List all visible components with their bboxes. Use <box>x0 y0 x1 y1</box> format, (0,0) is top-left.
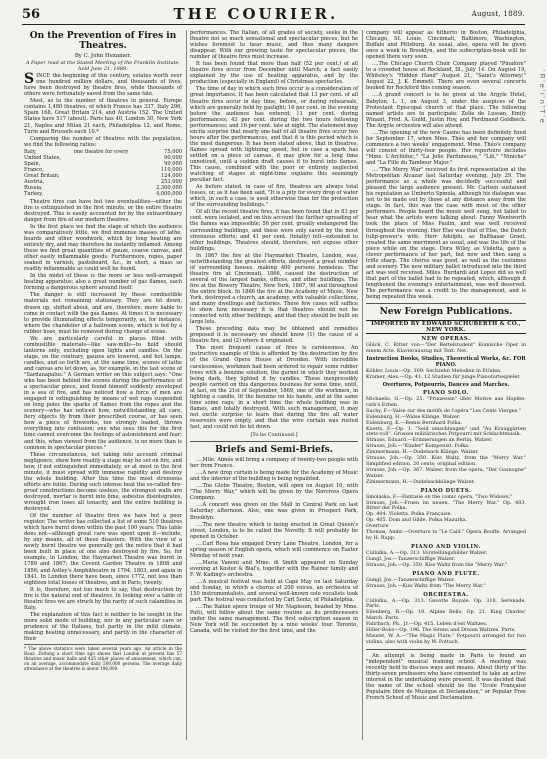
stats-value: 253,000 <box>160 178 182 185</box>
brief-item: ....A musical festival was held at Cape May on last Saturday and Sunday, in which a chorus of 200 voices, an orchestra of 150 instrumentalists, and several well-known solo vocalists took part. The festival was conducted by Carl Sentz, of Philadelphia. <box>190 578 358 604</box>
article-author: By C. John Hexamer. <box>74 53 132 59</box>
brief-item: ....Carl Rosa has engaged Drury Lane Theatre, London, for a spring season of English opera, which will commence on Easter Monday of next year. <box>190 540 358 559</box>
stats-value: 75,000 <box>164 148 182 155</box>
issue-date: August, 1889. <box>471 10 525 18</box>
listing-entry: Op. 404. Violetta. Polka Française. <box>366 511 453 518</box>
listing-entry: Köhler, Louis—Op. 309. Sechzehn Melodien in Etüden. <box>366 368 502 375</box>
listing-entry: Fahrbach, Ph., Jr.—Op. 415. Leben d'est Waltzes. <box>366 621 488 628</box>
paragraph: We are particularly careful in places filled with combustible materials—like saw-mills—to hold should lanterns only, excluding open lights and candles. On the stage, on the contrary, gauzes are lowered, and hot lamps, candles, and so forth are, at the same time, scenes of lathe and canvas are let down, as, for example, in the last scene of "Sardanapalus." A German writer on this subject says: "One who has been behind the scenes during the performance of a spectacular piece, and found himself suddenly enveloped in a sea of fire, and has noticed how a force of men are engaged in extinguishing by means of wet rags suspended on long poles the sparks of flames from the ropes and the scenery—who has noticed how, notwithstanding all care, fiery objects fly from their prescribed course, or has seen how a piece of fireworks, too strongly loaded, throws everything into confusion; one who sees this for the first time cannot overcome the feelings of astonishment and fear; and this, when viewed from the audience, is no more than is common in spectacular pieces." <box>24 335 182 451</box>
stats-value: 90,000 <box>164 154 182 161</box>
listing-entry: Cullulka, A.—Op. 313. Vorstellungsbilder Walzer. <box>366 549 488 556</box>
paragraph: ...."The Merry War" received its first representation at the Metropolitan Alcazar last Saturday evening, July 29. The performance as a whole was decidedly successful and pleased the large audience present. Mr. Carlsen sustained his reputation as Umberto Spinola, although his dialogue was not to be made out by those at any distance away from the stage. In fact, this was the case with most of the other performers. People heard the music well sung, but failed to hear what the artists were talking about. Fanny Wentworth took the place of Miss Paulin, and was well received throughout the evening. Her Else was that of Else, the Dutch tulip-grower's wife. Herr Adolphi, as Balthasar Groot, created the same merriment as usual, and was the life of the piece while on the stage. Dora Wiley, as Violetta, gave a clever performance of her part, but now and then sang a trifle sharp. The chorus was good, as well as the costumes and scenery. The new military ballet introduced into the third act was well received. Miles. Burdardi and Lopez did so well that part of the ballet had to be repeated, which, although it lengthened the evening's entertainment, was well deserved. The performance was a credit to the management, and is being repeated this week. <box>366 167 526 301</box>
masthead-title: THE COURIER. <box>173 5 339 23</box>
column-1 <box>24 30 182 671</box>
section-title: Briefs and Semi-Briefs. <box>215 445 333 456</box>
stats-country: Turkey, <box>24 190 44 197</box>
listing-section-heading: NEW OPERAS. <box>421 336 471 343</box>
listing-entry: Strauss, Joh.—"Kinder" Komponist. Polka. <box>366 443 470 450</box>
page-edge-marks: 'R'e'i'n'T'e <box>538 70 545 125</box>
paragraph: Theatre fires can have but two eventualities—either the fire is extinguished in the first minute, or the entire theatre destroyed. This is easily accounted for by the extraordinary danger from fire of our modern theatres. <box>24 198 182 223</box>
stats-country: France, <box>24 166 44 173</box>
paragraph: Most, as to the number of theatres in general. Europe contains 1,480 theatres, of which France has 337, Italy 296, Spain 168, Great Britain 214, and Austria 152. The United States have 517 (about). Paris has 40, London 30, New York 21, Naples and Milan 21 each, Philadelphia 12, and Rome, Turin and Brussels each 10.* <box>24 98 182 135</box>
listing-entry: Strauss, Joh.—Fruen im neuen, "The Merry War." Op. 403. Ritter der Polka. <box>366 499 526 512</box>
brief-item: ....A concert was given on the Mall in Central Park on last Saturday afternoon. Also, one was given in Prospect Park, Brooklyn. <box>190 502 358 521</box>
stats-row <box>24 191 182 197</box>
listing-entry: Strauss, Eduard.—Erinnerungen an Berlin. Walzer. <box>366 437 493 444</box>
stats-country: Austria, <box>24 178 45 185</box>
brief-item: ....The Globe Theatre, Boston, will open on August 10, with "The Merry War," which will be given by the Norcross Opera Company. <box>190 483 358 502</box>
paragraph: Of the number of theatre fires we have but a poor register. The writer has collected a list of some 510 theatres which have burnt down within the past 100 years. This table does not—although great care was spent upon it—include, by any means, all of these disasters. With the view of a newly burnt theatre we generally get the notice that it had been built in place of one also destroyed by fire. So, for example, in London, the Haymarket Theatre was burnt in 1789 and 1867; the Covent Garden Theatre in 1808 and 1856; and Astley's Amphitheatre in 1794, 1803, and again in 1841. In London there have been, since 1772, not less than eighteen total losses of theatres, and in Paris, twenty. <box>24 513 182 586</box>
article-subtitle: A Paper read at the Stated Meeting of the Franklin Institute, held June 21, 1889. <box>25 60 181 73</box>
stats-country: Spain, <box>24 160 41 167</box>
listing-entry: Kuerts, F.—Op. 1. "Seid umschlungen" und "Au Krauggärten stets-voll". Grosses militärisches Potpourri mit Schlachtmusik. <box>366 425 526 438</box>
listing-entry: Eulenburg, H.—Walse Klänge. Walzer. <box>366 413 461 420</box>
listing-section-heading: PIANO DUETS. <box>420 487 472 494</box>
section-divider <box>366 303 526 304</box>
paragraph: The explanation of this fact is neither to be sought in the more solid mode of building, nor in any particular care or prudence of the Italians, but partly in the mild climate, making heating unnecessary, and partly in the character of their <box>24 611 182 643</box>
paragraph: As before stated, in case of fire, theatres are always total losses, or, as it has been said, "It is a pity for every drop of water which, in such a case, is used otherwise than for the protection of the surrounding buildings." <box>190 184 358 209</box>
paragraph: Of all the recent theatre fires, it has been found that in 83 per cent. were isolated, and on this account the further spreading of the flames was impossible; 56 per cent. greatly endangered the surrounding buildings, and these were only saved by the most strenuous efforts; and 41 per cent. (totally) fell—extended to other buildings. Theatres should, therefore, not expose other buildings. <box>190 209 358 252</box>
listing-entry: Eulenburg, K.—Bemis Bernhard Polka. <box>366 419 463 426</box>
continued-note: [To be Continued.] <box>250 432 298 439</box>
paragraph: These preceding data may be obtained and remedies proposed it is necessary we should know (1) the cause of a theatre fire, and (2) where it originated. <box>190 326 358 345</box>
paragraph: performances. The Italian, of all grades of society, seeks in the theatre not so much sensational and spectacular pieces, but he wishes foremost to hear music, and thus many dangers disappear. With our growing taste for spectacular pieces, the number of theatre fires must increase. <box>190 30 358 61</box>
drop-cap: S <box>24 71 35 88</box>
listing-section-heading: PIANO AND FLUTE. <box>412 570 480 577</box>
stats-value: 4,000,000 <box>156 190 182 197</box>
brief-item: ....The new theatre which is being erected in Great Queen's street, London, is to be called the Novelty. It will probably be opened in October. <box>190 521 358 540</box>
listing-entry: Thomas, Ambr.—Overture to "Le Caïd." Opera Bouffe. Arranged by H. Rupp. <box>366 529 526 541</box>
listing-subheading: Instruction Books, Studies, Theoretical Works, &c. FOR PIANO. <box>366 356 526 369</box>
listing-entry: Eilenberg, R.—Op. 19. Alpine Bells; Op. 21. King Charles' March. Parts. <box>366 609 526 622</box>
section-title: New Foreign Publications. <box>379 307 513 318</box>
paragraph: The most frequent cause of fires is carelessness. An instructive example of this is afforded by the destruction by fire of the Grand Opera House at Dresden. With incredible carelessness, workmen had been ordered to repair some rubber trees with a benzine solution; the gurnet in which they worked being dark, they lighted it by candles. These inexpressibly people carried on this dangerous business for some time, until, at last, on the 21st of September, 1869, one of the workmen, in lighting a candle, lit the benzine on his hands, and at the same time some rags; in a short time the whole building was in flames, and totally destroyed. With such management, it may not excite surprise to learn that during the fire all water reservoirs were empty, and that the wire curtain was rusted fast, and could not be let down. <box>190 345 358 430</box>
section-divider <box>366 649 526 650</box>
footnote: * The above statistics were taken several years ago. An article in the Bauz. Zeitung a short time ago shows that London at present has 57 theatres and music halls and 425 other places of amusement, which can, on an average, accommodate daily 500,000 persons. The average daily attendance at the theatres is about 106,000. <box>24 646 182 672</box>
listing-section-heading: PIANO SOLO. <box>423 389 469 396</box>
page-header <box>22 4 525 25</box>
listing-entry: Hiller-Bobo—Op. 196. The Sirens and Dream Waltzes. Parts. <box>366 627 516 634</box>
stats-country: Italy, <box>24 148 37 155</box>
paragraph: It has been found that more than half (52 per cent.) of all theatre fires occur from December until March; a fact easily explained by the use of heating apparatus, and by the production (especially in England) of Christmas spectacles. <box>190 61 358 86</box>
listing-section-heading: ORCHESTRA. <box>423 591 469 598</box>
stats-value: 110,000 <box>160 166 182 173</box>
paragraph: ....The opening of the new Casino has been definitely fixed for September 17, when Mme. Théo and her company will commence a two weeks' engagement. Mme. Théo's company will consist of thirty-four people. Her repertoire includes "Mme. L'Archiduc," "La Jolie Parfumeuse," "Lili," "Niniche" and "La Fille du Tambour Major." <box>366 129 526 166</box>
stats-country: United States, <box>24 154 62 161</box>
listing-entry: Strauss, Joh.—Op. 367. Walzer, from the opera, "Der Gasnogne" Walzer. <box>366 466 526 479</box>
paragraph: In the first place we find the stage of which the audience was comparatively little, we find immense masses of lathe, boards and other woodwork, which by long heating are entirely dry, and may therefore be instantly inflamed. Among these we find great quantities of gauze, coarse canvas, and other easily inflammable goods. Furthermore, ropes, paper soaked in varnish, pasteboard, &c., in short, a mass so readily inflammable as could well be found. <box>24 223 182 273</box>
brief-item: ....Mlle. Aimée will bring a company of twenty-two people with her from France. <box>190 457 359 470</box>
listing-entry: Mauret, W. A.—"The Magic Flute." Potpourri arranged for two violins, also with violin by W. Pottach. <box>366 633 526 645</box>
listing-subheading: Overtures, Potpourris, Dances and Marches. <box>382 381 510 388</box>
stats-lead: one theatre for every <box>73 148 129 155</box>
paragraph: ....A grand concert is to be given at the Argyle Hotel, Babylon, L. I., on August 3, under the auspices of the Protestant Episcopal church of that place. The following named artists are to participate: Zelie de Lussan, Emily Winant, Fred. A. Guild, Justin Hoy, and Ferdinand Goldbeck. The Argyle orchestra will also attend. <box>366 92 526 129</box>
brief-item: ....The Italian opera troupe of Mr. Mapleson, headed by Mme. Patti, will follow about the same routine as its predecessors under the same management. The first subscription season in New York will be succeeded by a nine weeks' tour. Toronto, Canada, will be visited for the first time, and the <box>190 604 358 635</box>
theatre-ratio-table <box>24 149 182 197</box>
column-rule <box>186 30 187 740</box>
listing-entry: Suchy, F.—Valse sur des motifs de l'opéra "Les Cents Vierges." <box>366 407 521 414</box>
publisher-advert <box>366 320 526 334</box>
listing-entry: Strauss, Joh.—Kiss Waltz from "The Merry War." <box>366 582 486 589</box>
paragraph: The danger is still increased by these combustible materials not remaining stationary. They are let down, drawn up, shifted about, and are, therefore, more liable to come in contact with the gas flames. At times it is necessary to provide illuminating effects temporarily, as, for instance, where the chandelier of a ballroom scene, which is fed by a rubber hose, must be removed during change of scene. <box>24 292 182 335</box>
paragraph: It is, therefore, not too much to say, that destruction by fire is the natural end of theatres. In looking over a table of theatre fires we are struck by the rarity of such calamities in Italy. <box>24 586 182 611</box>
listing-entry: Cullulka, A.—Op. 313. Gavotte Royale. Op. 318. Serenade. Parts. <box>366 597 526 610</box>
advert-title: IMPORTED BY EDWARD SCHUBERTH & CO., NEW YORK. <box>371 321 521 334</box>
paragraph: SINCE the beginning of this century, estates worth over one hundred million dollars, and thousands of lives, have been destroyed by theatre fires, while thousands of others were fortunately saved from the same fate. <box>24 71 182 98</box>
paragraph: The time of day in which such fires occur is a consideration of great importance. It has been calculated that 13 per cent. of all theatre fires occur in day time, before, or during rehearsals, which are generally held by gaslight; 16 per cent. in the evening before the audience has entered; 11 per cent. during performances; 43 per cent. during the two hours following performances; and 16 per cent. late at night. The statement may excite surprise that nearly one-half of all theatre fires occur two hours after the performances, and that it is this period which is the most dangerous. It has been stated above, that in theatres, flames spread with lightning speed, but in case a spark has settled on a piece of canvas, it may glow for a long time unnoticed, until a sudden draft causes it to burst into flames. This cause, combined with the poor or entirely neglected watching of stages at night-time explains this seemingly peculiar fact. <box>190 86 358 184</box>
listing-section-heading: PIANO AND VIOLIN. <box>411 543 481 550</box>
listing-entry: Strauss, Joh.—Op. 350. Kiss Waltz from the "Merry War." <box>366 561 508 568</box>
listing-entry: Gungl, Jos.—Tanzerschiffige Walzer. <box>366 576 456 583</box>
article-title: On the Prevention of Fires in Theatres. <box>29 31 177 51</box>
stats-lead <box>74 191 147 197</box>
listing-entry: Strauss, Joh.—Op. 350. Kiss Waltz, from the "Merry War." Simplified edition, 20 cents; original edition. <box>366 455 526 467</box>
paragraph: In 1867 the fire at the Haymarket Theatre, London, was, notwithstanding the greatest efforts, destroyed a great number of surrounding houses, making 400 persons homeless. The theatre fire at Cincinnati, 1866, caused the destruction of several of the largest banks, offices, and other buildings. The fire at the Bowery Theatre, New York, 1867, 90 and throughout the entire block. In 1866 the fire at the Academy of Music, New York, destroyed a church, an academy, with valuable collections, and many dwellings and factories. These few cases will suffice to show how necessary it is that theatres should not be connected with other buildings, and that they should be built on large lots. <box>190 252 358 326</box>
listing-entry: Kramer, Alex.—Op. 41. 12 Studien für junge Pianofortespieler. <box>366 374 521 381</box>
paragraph: In the midst of these is the more or less well-arranged heating apparatus; also a great number of gas flames, each forming a dangerous sphere around itself. <box>24 273 182 292</box>
brief-item: ....Maria Vanoni and Mme. di Smith appeared on Sunday evening at Koster & Bial's, together with the Rainer family and F. W. Kading's orchestra. <box>190 559 358 578</box>
listing-entry: Glück, C. Ritter von—"Der Bettelstudent" Komische Oper in einem Acte. Klavierauszug mit Text. Net. <box>366 342 526 355</box>
page-number: 56 <box>22 6 41 22</box>
listing-entry: Zimmermann, H.—Dudelsack Klänge. Walzer. <box>366 449 479 456</box>
listing-entry: Op. 405. Dom and Gilde. Polka Mazurka. <box>366 517 468 524</box>
column-2 <box>190 30 358 635</box>
listing-entry: Gungl, Jos.—Tanzerschiffige Walzer. <box>366 555 456 562</box>
column-3 <box>366 30 526 702</box>
brief-item: ....A new drop curtain is being made for the Academy of Music and the interior of the building is being repainted. <box>190 470 358 483</box>
stats-country: Russia, <box>24 184 43 191</box>
paragraph: company will appear as hitherto in Boston, Philadelphia, Chicago, St. Louis, Cincinnati, Baltimore, Washington, Buffalo and Pittsburg. As usual, also, opera will be given once a week in Brooklyn, and the subscription-book will be opened there very soon. <box>366 30 526 61</box>
stats-value: 99,000 <box>164 160 182 167</box>
paragraph: An attempt is being made in Paris to found an "independent" musical training school. A meeting was recently held to discuss ways and means. About thirty of the thirty-seven professors who have consented to take an active interest in the undertaking were present. It was decided that the name of the school should be the "Ecole Française Populaire libre de Musique et Déclamation," or Popular Free French School of Music and Declamation. <box>366 652 526 702</box>
listing-entry: Smolaska, F.—Fantasie on the comic opera, "Two Widows." <box>366 493 513 500</box>
paragraph: ....The Chicago Church Choir Company played "Pinafore" to a crowded house at Rockland, Ill., July 14. On August 19, Whiteley's "Hidden Hand" August 21, "Saint's Attorney;" August 22, J. K. Emmett. There are even several concerts booked for Rockford this coming season. <box>366 61 526 92</box>
paragraph: These circumstances, not taking into account criminal negligence, show how readily a stage may be set on fire, and how, if not extinguished immediately, or at most in the first minute, it must spread with immense rapidity and destroy the whole building. After this time the most strenuous efforts are futile. During such intense heat the so-called fire-proof constructions become useless, the strongest walls are destroyed, mortar is burnt into lime, asbestos disintegrates, wrought iron loses all tenacity, and the entire building is destroyed. <box>24 451 182 513</box>
paragraph: Comparing the number of theatres with the population, we find the following ratios: <box>24 135 182 148</box>
listing-entry: Michaelis, G.—Op. 25. "Prinzessin" über Motive aus Hopfen-rath's Erben. <box>366 396 526 408</box>
listing-entry: Overture <box>366 523 389 530</box>
stats-country: Great Britain, <box>24 172 60 179</box>
section-divider <box>190 441 358 442</box>
stats-value: 124,000 <box>160 172 182 179</box>
listing-entry: Zimmermann, H.—Dudelsackklänge Walzer. <box>366 478 476 485</box>
stats-value: 2,300,000 <box>156 184 182 191</box>
